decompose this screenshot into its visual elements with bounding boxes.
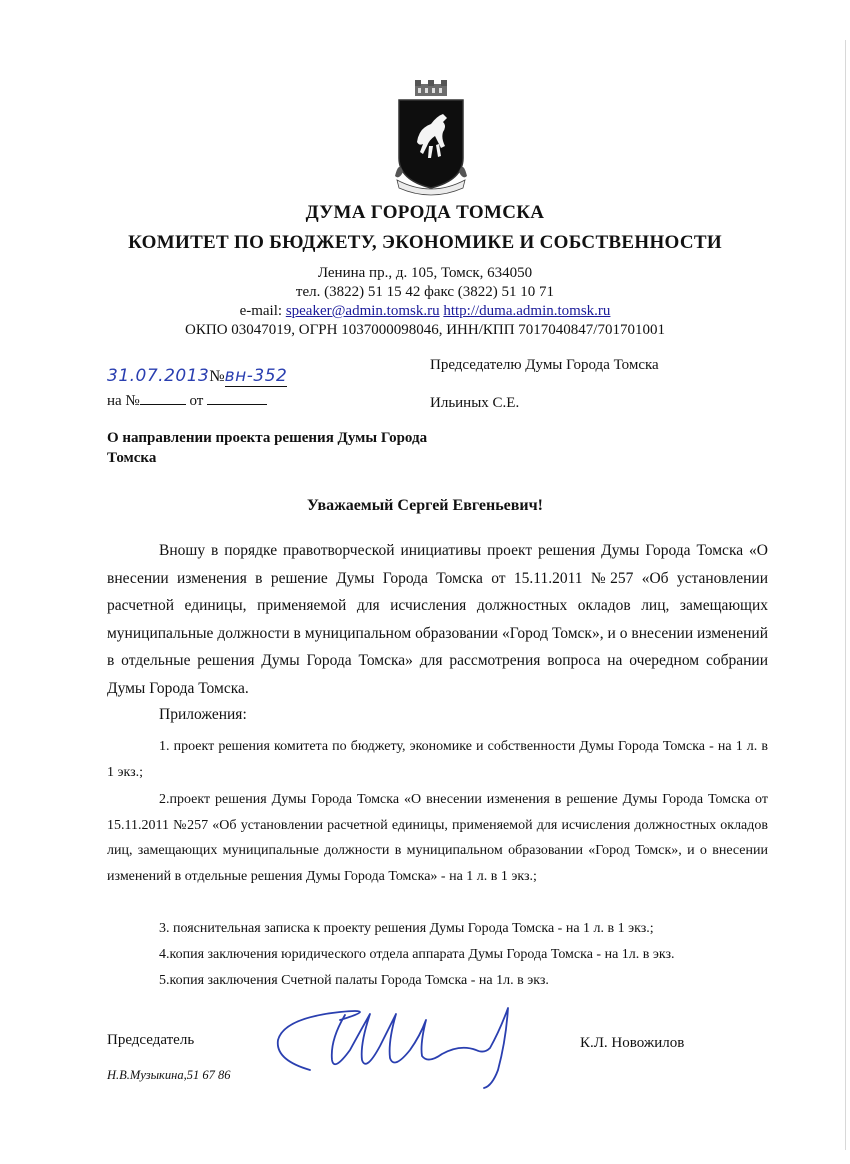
email-prefix: e-mail: bbox=[239, 303, 286, 319]
committee-name: КОМИТЕТ ПО БЮДЖЕТУ, ЭКОНОМИКЕ И СОБСТВЕННОСТИ bbox=[128, 232, 722, 253]
letter-subject: О направлении проекта решения Думы Города Томска bbox=[107, 430, 428, 466]
appendix-title: Приложения: bbox=[159, 706, 247, 723]
reference-label: на № bbox=[107, 393, 140, 409]
organization-name: ДУМА ГОРОДА ТОМСКА bbox=[305, 202, 545, 223]
greeting: Уважаемый Сергей Евгеньевич! bbox=[307, 497, 543, 514]
appendix-item: 4.копия заключения юридического отдела аппарата Думы Города Томска - на 1л. в экз. bbox=[159, 947, 675, 962]
crown-icon bbox=[415, 80, 447, 96]
registration-codes: ОКПО 03047019, ОГРН 1037000098046, ИНН/КПП 7017040847/701701001 bbox=[185, 322, 665, 338]
appendix-item: 1. проект решения комитета по бюджету, экономике и собственности Думы Города Томска - на 1 л. в 1 экз.; bbox=[107, 739, 768, 780]
appendix-item: 5.копия заключения Счетной палаты Города Томска - на 1л. в экз. bbox=[159, 973, 549, 988]
reference-from-label: от bbox=[189, 393, 204, 409]
tomsk-coat-of-arms-icon bbox=[393, 80, 469, 198]
handwritten-signature-icon bbox=[270, 1000, 550, 1090]
body-paragraph: Вношу в порядке правотворческой инициативы проект решения Думы Города Томска «О внесении изменения в решение Думы Города Томска от 15.11.2011 №257 «Об установлении расчетной единицы, применяемой для исчисления должностных окладов лиц, замещающих муниципальные должности в муниципальном образовании «Город Томск», и о внесении изменений в отдельные решения Думы Города Томска» для рассмотрения вопроса на очередном собрании Думы Города Томска. bbox=[107, 542, 768, 697]
reference-number-blank bbox=[140, 392, 186, 405]
number-sign: № bbox=[209, 368, 225, 385]
signer-name: К.Л. Новожилов bbox=[580, 1035, 685, 1051]
signer-title: Председатель bbox=[107, 1032, 195, 1048]
handwritten-date: 31.07.2013 bbox=[107, 366, 210, 386]
addressee-position: Председателю Думы Города Томска bbox=[430, 357, 659, 373]
appendix-item: 3. пояснительная записка к проекту решения Думы Города Томска - на 1 л. в 1 экз.; bbox=[159, 921, 654, 936]
outgoing-registration bbox=[107, 366, 287, 386]
executor-contact: Н.В.Музыкина,51 67 86 bbox=[107, 1068, 231, 1082]
email-web-line bbox=[0, 302, 850, 320]
addressee-name: Ильиных С.Е. bbox=[430, 395, 520, 411]
email-link[interactable]: speaker@admin.tomsk.ru bbox=[285, 303, 440, 319]
website-link[interactable]: http://duma.admin.tomsk.ru bbox=[443, 303, 611, 319]
handwritten-number: вн-352 bbox=[224, 366, 288, 386]
reference-date-blank bbox=[207, 392, 267, 405]
phone-fax: тел. (3822) 51 15 42 факс (3822) 51 10 71 bbox=[295, 284, 555, 300]
appendix-item: 2.проект решения Думы Города Томска «О внесении изменения в решение Думы Города Томска от 15.11.2011 №257 «Об установлении расчетной единицы, применяемой для исчисления должностных окладов лиц, замещающих муниципальные должности в муниципальном образовании «Город Томск», и о внесении изменений в отдельные решения Думы Города Томска» - на 1 л. в 1 экз.; bbox=[107, 792, 768, 884]
postal-address: Ленина пр., д. 105, Томск, 634050 bbox=[317, 265, 533, 281]
reference-line bbox=[107, 392, 267, 410]
